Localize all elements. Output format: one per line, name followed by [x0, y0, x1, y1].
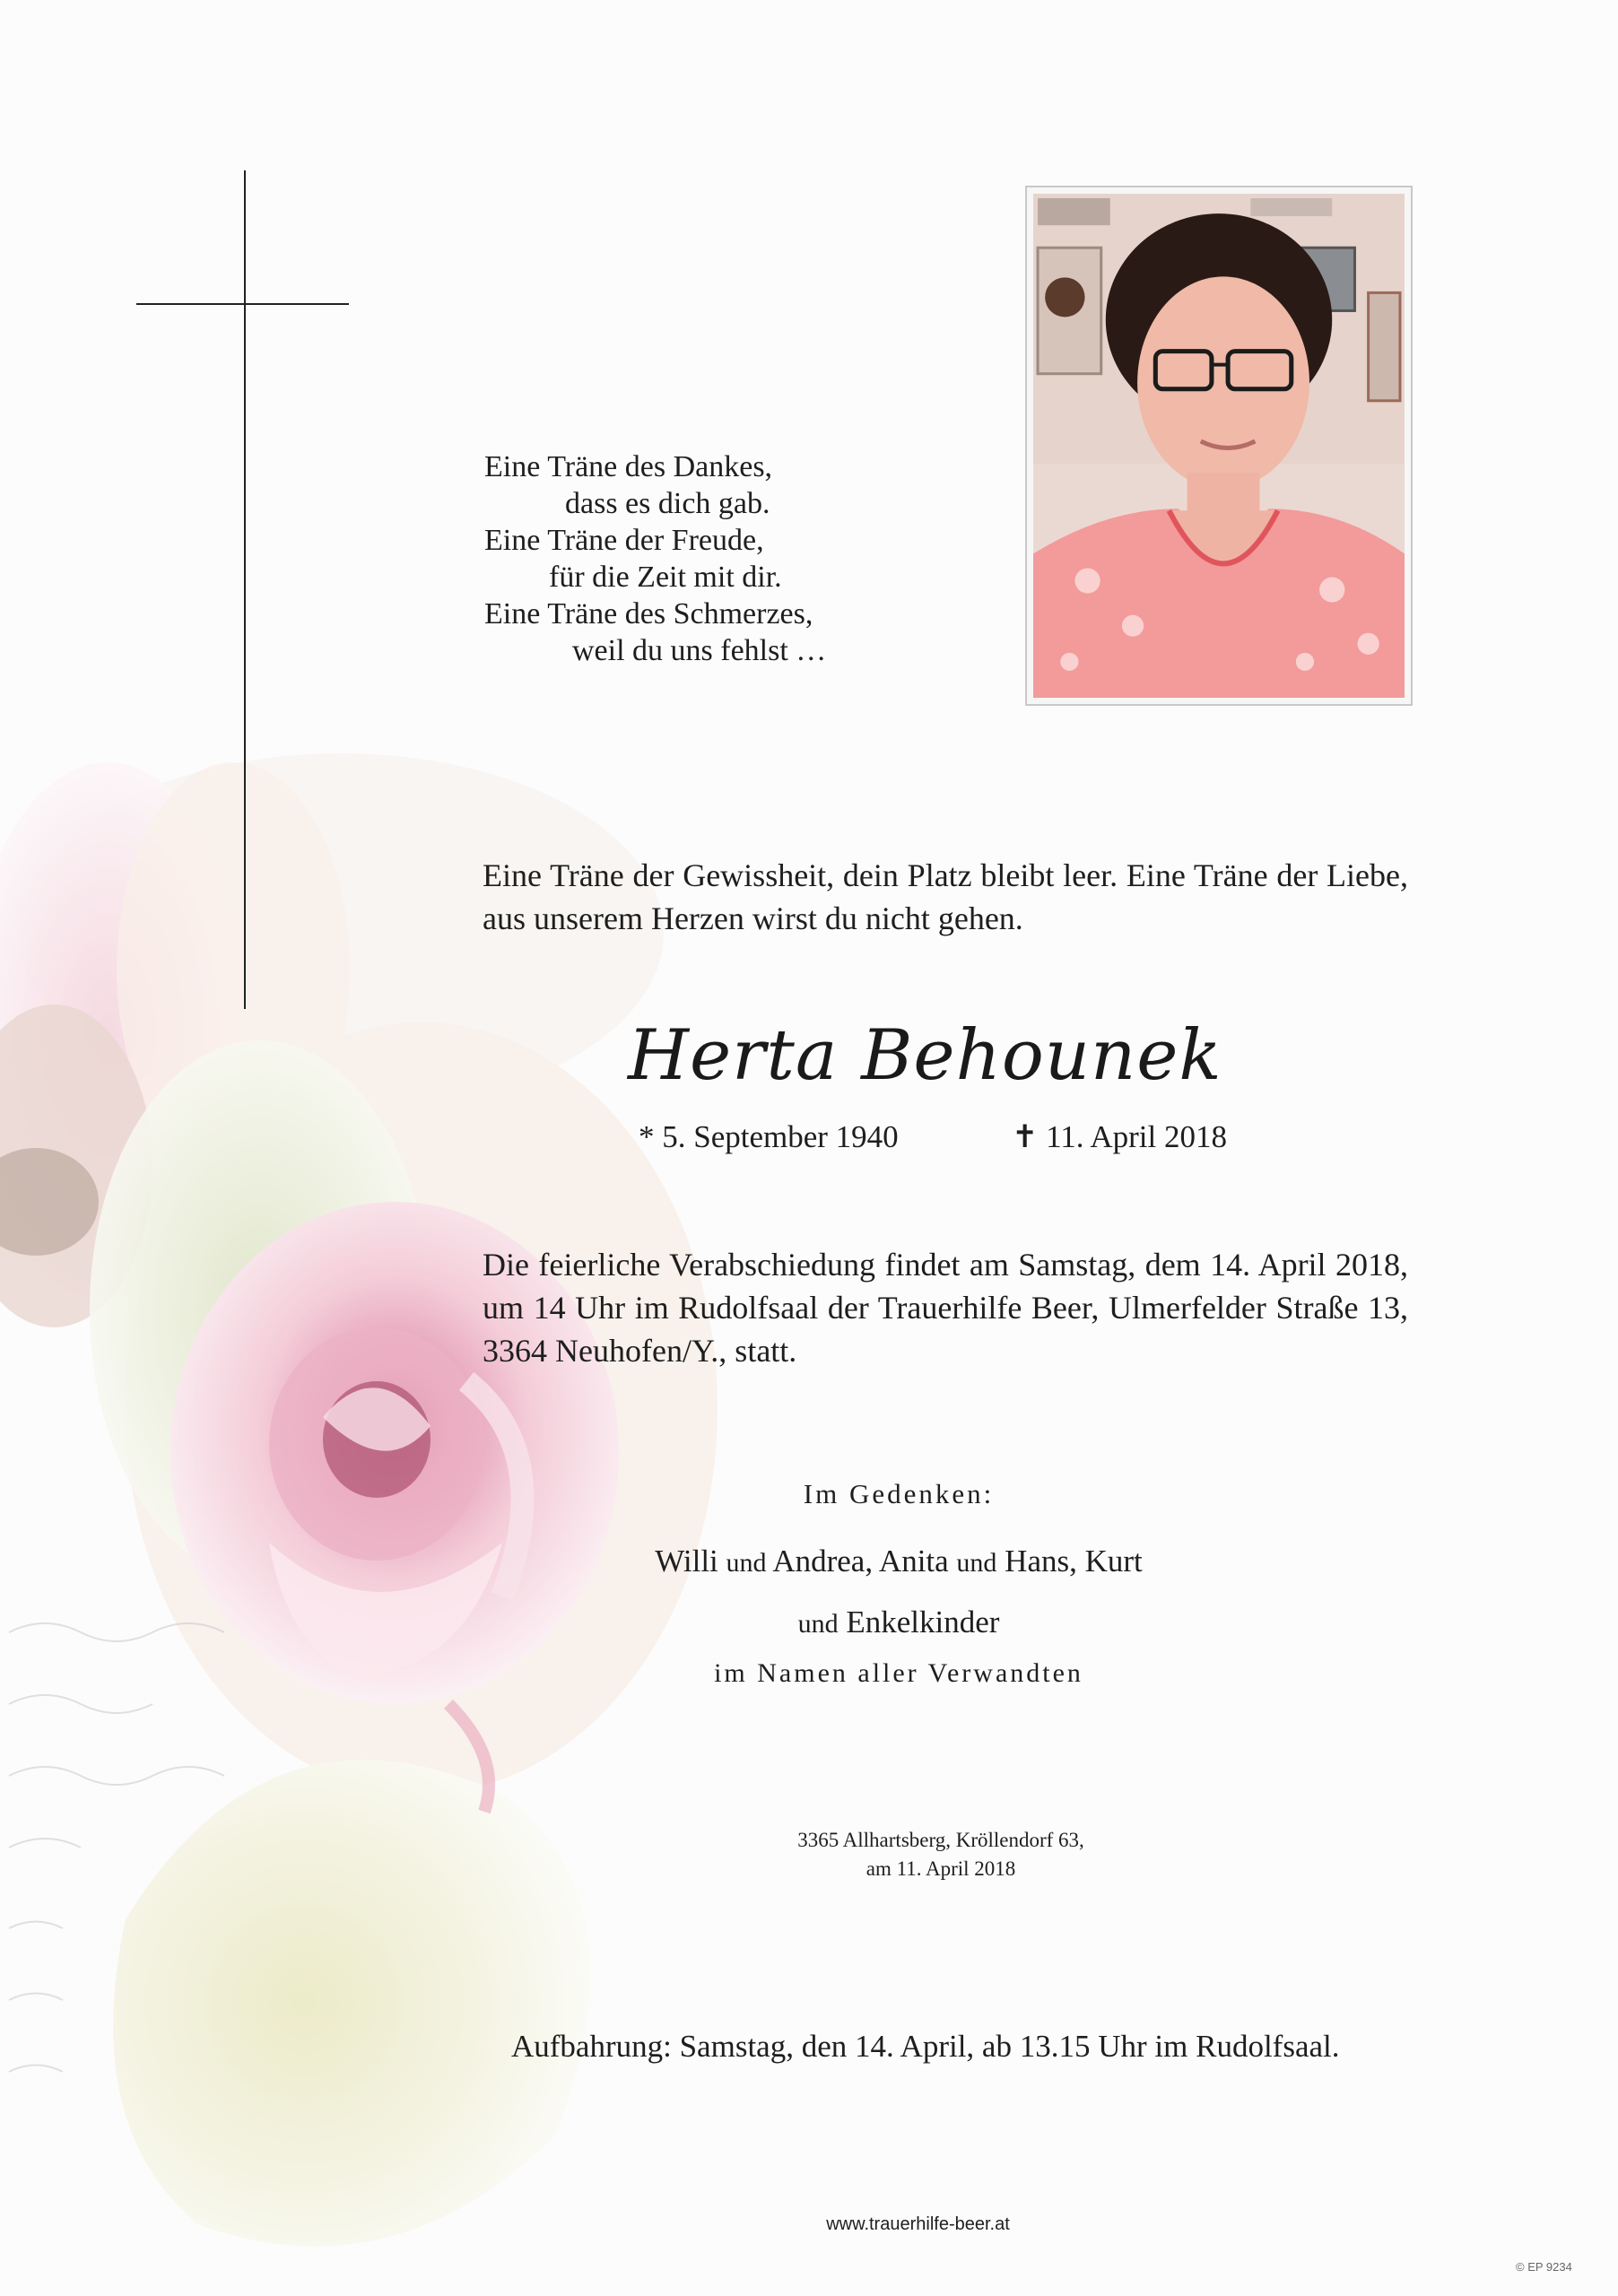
memory-title: Im Gedenken: [803, 1478, 995, 1509]
print-code: © EP 9234 [1516, 2260, 1572, 2274]
conjunction: und [726, 1548, 767, 1578]
verse: Eine Träne der Gewissheit, dein Platz bleibt leer. Eine Träne der Liebe, aus unserem Herzen wirst du nicht gehen. [483, 857, 1408, 936]
poem [484, 448, 826, 669]
mourner-name: Willi [655, 1544, 718, 1578]
poem-line: dass es dich gab. [565, 487, 770, 520]
address [0, 1826, 1618, 1883]
poem-line: für die Zeit mit dir. [549, 561, 782, 594]
deceased-name: Herta Behounek [628, 1015, 1222, 1096]
poem-line: Eine Träne des Schmerzes, [484, 597, 813, 631]
conjunction: und [956, 1548, 997, 1578]
ceremony-text: Die feierliche Verabschiedung findet am Samstag, dem 14. April 2018, um 14 Uhr im Rudolfsaal der Trauerhilfe Beer, Ulmerfelder Straße 13, 3364 Neuhofen/Y., statt. [483, 1247, 1408, 1369]
mourner-name: Andrea, Anita [772, 1544, 949, 1578]
address-line: am 11. April 2018 [866, 1857, 1016, 1880]
relatives-line: im Namen aller Verwandten [714, 1658, 1083, 1688]
poem-line: Eine Träne des Dankes, [484, 450, 773, 483]
portrait-photo [1033, 194, 1405, 698]
mourners-line [179, 1532, 1618, 1593]
mourner-name: Hans, Kurt [1005, 1544, 1143, 1578]
cross-icon-bar [136, 303, 349, 305]
birth-date: * 5. September 1940 [639, 1119, 899, 1154]
death-date: ✝ 11. April 2018 [1012, 1119, 1227, 1154]
poem-line: weil du uns fehlst … [572, 634, 827, 667]
address-line: 3365 Allhartsberg, Kröllendorf 63, [797, 1829, 1084, 1851]
mourners [0, 1532, 1618, 1654]
cross-icon [244, 170, 246, 1009]
mourner-name: Enkelkinder [846, 1605, 1000, 1639]
website-link[interactable]: www.trauerhilfe-beer.at [826, 2214, 1010, 2234]
viewing-info: Aufbahrung: Samstag, den 14. April, ab 13.15 Uhr im Rudolfsaal. [511, 2029, 1340, 2064]
portrait-frame [1025, 186, 1413, 706]
mourners-line [179, 1593, 1618, 1654]
poem-line: Eine Träne der Freude, [484, 524, 764, 557]
conjunction: und [797, 1609, 839, 1639]
